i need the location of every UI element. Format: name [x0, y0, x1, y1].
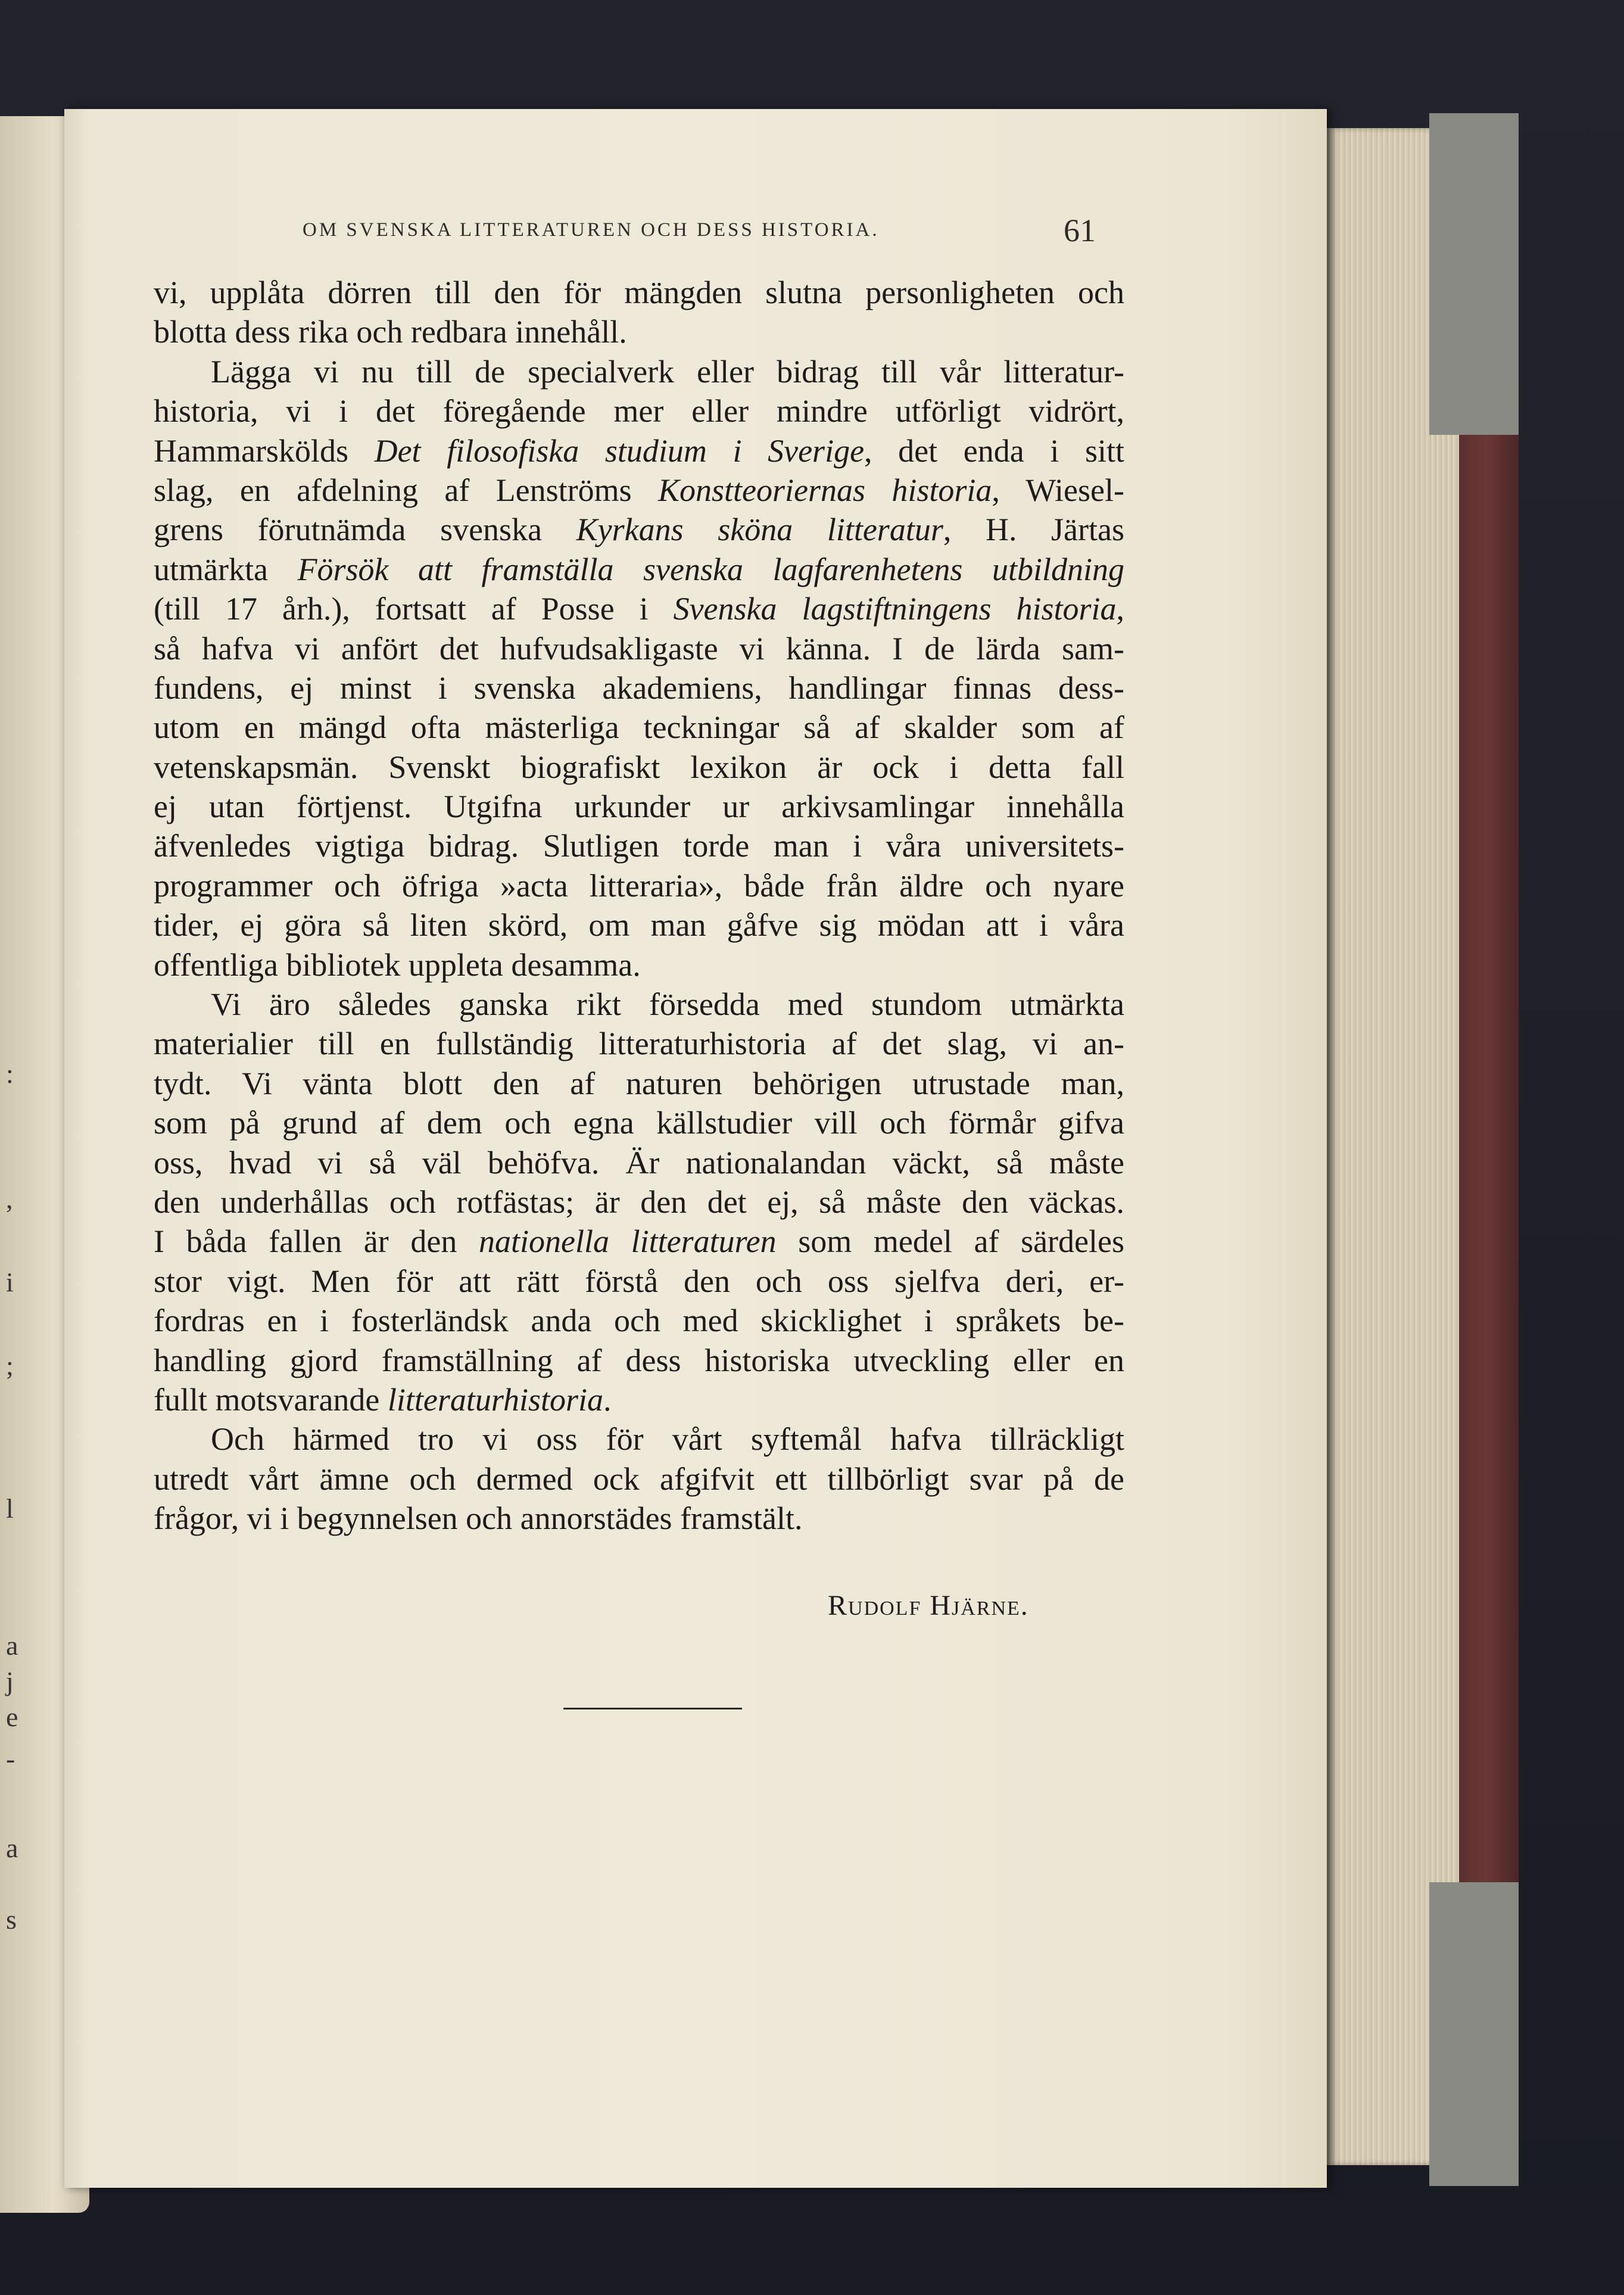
text-line	[154, 1222, 1124, 1261]
running-title: OM SVENSKA LITTERATUREN OCH DESS HISTORIA.	[303, 219, 880, 241]
text-run: handling gjord framställning af dess historiska utveckling eller en	[154, 1342, 1124, 1378]
italic-title: Det filosofiska studium i Sverige	[374, 432, 865, 469]
text-line	[154, 550, 1124, 589]
text-run: som medel af särdeles	[776, 1223, 1124, 1260]
italic-title: Kyrkans sköna litteratur	[576, 512, 943, 548]
text-run: blotta dess rika och redbara innehåll.	[154, 314, 627, 350]
body-text	[154, 273, 1124, 1539]
text-line	[154, 1182, 1124, 1222]
text-run: vi, upplåta dörren till den för mängden slutna personligheten och	[154, 275, 1124, 310]
text-line	[154, 1024, 1124, 1063]
italic-title: Konstteoriernas historia	[657, 472, 992, 508]
text-line	[154, 431, 1124, 471]
text-line	[154, 391, 1124, 431]
left-page-glyph: s	[6, 1904, 17, 1935]
left-page-glyph: i	[6, 1267, 14, 1297]
text-run: som på grund af dem och egna källstudier vill och förmår gifva	[154, 1105, 1124, 1141]
text-line	[154, 1301, 1124, 1340]
text-run: .	[603, 1381, 612, 1418]
text-line	[154, 510, 1124, 549]
text-line	[154, 985, 1124, 1024]
text-line	[154, 1103, 1124, 1142]
text-run: historia, vi i det föregående mer eller mindre utförligt vidrört,	[154, 393, 1124, 429]
left-page-glyph: :	[6, 1058, 14, 1089]
left-page-glyph: -	[6, 1743, 15, 1774]
left-page-glyph: ;	[6, 1350, 14, 1381]
text-run: tider, ej göra så liten skörd, om man gåfve sig mödan att i våra	[154, 907, 1124, 943]
left-page-glyph: e	[6, 1702, 18, 1732]
left-page-glyph: a	[6, 1630, 18, 1661]
text-line	[154, 312, 1124, 351]
text-run: äfvenledes vigtiga bidrag. Slutligen torde man i våra universitets-	[154, 828, 1124, 864]
text-run: grens förutnämda svenska	[154, 512, 576, 548]
page-number: 61	[1064, 213, 1096, 248]
text-run: I båda fallen är den	[154, 1223, 479, 1260]
author-signature: Rudolf Hjärne.	[828, 1590, 1029, 1621]
text-run: , det enda i sitt	[864, 432, 1125, 469]
text-run: vetenskapsmän. Svenskt biografiskt lexikon är ock i detta fall	[154, 749, 1124, 785]
text-run: Vi äro således ganska rikt försedda med stundom utmärkta	[211, 986, 1124, 1023]
italic-title: nationella litteraturen	[478, 1223, 777, 1260]
italic-title: litteraturhistoria	[387, 1381, 603, 1418]
text-line	[154, 1380, 1124, 1419]
text-line	[154, 905, 1124, 945]
left-page-glyph: j	[6, 1666, 14, 1696]
text-line	[154, 748, 1124, 787]
text-run: fordras en i fosterländsk anda och med skicklighet i språkets be-	[154, 1303, 1124, 1339]
text-line	[154, 629, 1124, 668]
text-run: stor vigt. Men för att rätt förstå den och oss sjelfva deri, er-	[154, 1263, 1124, 1299]
text-run: ej utan förtjenst. Utgifna urkunder ur arkivsamlingar innehålla	[154, 789, 1124, 825]
left-page-glyph: a	[6, 1833, 18, 1863]
text-line	[154, 1143, 1124, 1182]
section-rule	[563, 1708, 742, 1709]
text-line	[154, 352, 1124, 391]
text-run: offentliga bibliotek uppleta desamma.	[154, 946, 641, 983]
left-page-glyph: ,	[6, 1184, 13, 1214]
text-line	[154, 273, 1124, 312]
text-line	[154, 1419, 1124, 1459]
text-run: fundens, ej minst i svenska akademiens, handlingar finnas dess-	[154, 669, 1124, 706]
text-line	[154, 787, 1124, 826]
text-run: utmärkta	[154, 551, 298, 587]
text-run: , H. Järtas	[943, 512, 1124, 548]
text-line	[154, 1341, 1124, 1380]
text-run: så hafva vi anfört det hufvudsakligaste vi känna. I de lärda sam-	[154, 630, 1124, 667]
text-run: (till 17 årh.), fortsatt af Posse i	[154, 591, 674, 627]
text-run: slag, en afdelning af Lenströms	[154, 472, 658, 508]
text-line	[154, 945, 1124, 985]
text-line	[154, 866, 1124, 905]
text-run: materialier till en fullständig litteraturhistoria af det slag, vi an-	[154, 1026, 1124, 1062]
cover-corner-bottom	[1429, 1882, 1519, 2186]
cover-corner-top	[1429, 113, 1519, 435]
text-line	[154, 1459, 1124, 1499]
text-run: Och härmed tro vi oss för vårt syftemål hafva tillräckligt	[211, 1421, 1124, 1458]
text-run: utom en mängd ofta mästerliga teckningar så af skalder som af	[154, 709, 1124, 746]
left-page-glyph: l	[6, 1493, 14, 1524]
text-run: , Wiesel-	[992, 472, 1124, 508]
italic-title: Försök att framställa svenska lagfarenhetens utbildning	[297, 551, 1124, 587]
text-run: ,	[1116, 591, 1124, 627]
text-line	[154, 826, 1124, 865]
text-run: den underhållas och rotfästas; är den det ej, så måste den väckas.	[154, 1184, 1124, 1220]
text-run: oss, hvad vi så väl behöfva. Är nationalandan väckt, så måste	[154, 1144, 1124, 1181]
text-run: Lägga vi nu till de specialverk eller bidrag till vår litteratur-	[211, 353, 1124, 390]
text-line	[154, 471, 1124, 510]
text-run: tydt. Vi vänta blott den af naturen behörigen utrustade man,	[154, 1065, 1124, 1101]
text-run: frågor, vi i begynnelsen och annorstädes framstält.	[154, 1500, 803, 1537]
text-run: fullt motsvarande	[154, 1381, 388, 1418]
text-run: Hammarskölds	[154, 432, 375, 469]
text-line	[154, 668, 1124, 708]
text-line	[154, 1064, 1124, 1103]
italic-title: Svenska lagstiftningens historia	[673, 591, 1117, 627]
text-line	[154, 589, 1124, 628]
text-run: utredt vårt ämne och dermed ock afgifvit ett tillbörligt svar på de	[154, 1461, 1124, 1497]
text-line	[154, 1499, 1124, 1538]
text-run: programmer och öfriga »acta litteraria», både från äldre och nyare	[154, 867, 1124, 904]
text-line	[154, 1262, 1124, 1301]
text-line	[154, 708, 1124, 747]
